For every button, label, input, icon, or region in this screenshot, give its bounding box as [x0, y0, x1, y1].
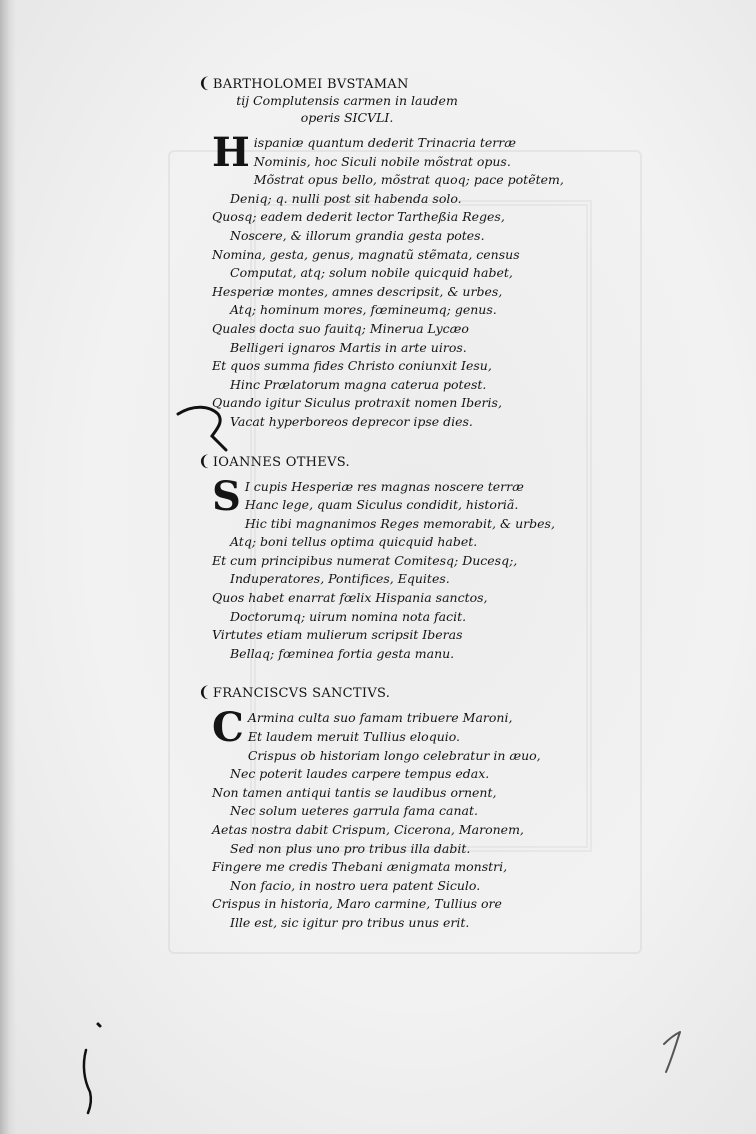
- poem-sanctius: [198, 683, 541, 932]
- verse-line: Nomina, gesta, genus, magnatũ stẽmata, census: [212, 246, 520, 262]
- verse-line: Nec solum ueteres garrula fama canat.: [230, 803, 478, 819]
- verse-line: Vacat hyperboreos deprecor ipse dies.: [230, 413, 473, 429]
- poem-body: [212, 704, 541, 932]
- verse-line: Doctorumq; uirum nomina nota facit.: [230, 608, 467, 624]
- verse-line: Computat, atq; solum nobile quicquid habet,: [230, 265, 513, 281]
- verse-line: Nec poterit laudes carpere tempus edax.: [230, 766, 490, 782]
- verse-line: Quando igitur Siculus protraxit nomen Iberis,: [212, 395, 502, 411]
- verse-line: Mõstrat opus bello, mõstrat quoq; pace potẽtem,: [253, 172, 564, 188]
- poem-heading: ❨ BARTHOLOMEI BVSTAMAN: [198, 74, 409, 92]
- ink-stroke-mark: [176, 402, 246, 452]
- verse-line: Ille est, sic igitur pro tribus unus erit.: [230, 914, 470, 930]
- verse-line: Hic tibi magnanimos Reges memorabit, & urbes,: [244, 515, 555, 531]
- verse-line: Belligeri ignaros Martis in arte uiros.: [230, 339, 467, 355]
- drop-cap: H: [212, 129, 250, 176]
- verse-line: Aetas nostra dabit Crispum, Cicerona, Maronem,: [212, 822, 524, 837]
- verse-line: Armina culta suo famam tribuere Maroni,: [247, 710, 513, 726]
- verse-line: Non facio, in nostro uera patent Siculo.: [230, 877, 481, 893]
- pilcrow-icon: ❨: [198, 451, 211, 470]
- verse-line: Crispus in historia, Maro carmine, Tullius ore: [212, 896, 502, 912]
- verse-line: Sed non plus uno pro tribus illa dabit.: [230, 840, 471, 856]
- verse-line: Crispus ob historiam longo celebratur in æuo,: [247, 747, 541, 763]
- verse-line: I cupis Hesperiæ res magnas noscere terræ: [244, 478, 524, 494]
- poem-heading: ❨ FRANCISCVS SANCTIVS.: [198, 683, 391, 702]
- verse-line: Fingere me credis Thebani ænigmata monstri,: [212, 859, 508, 875]
- verse-line: Noscere, & illorum grandia gesta potes.: [230, 227, 485, 243]
- text-block: [198, 74, 564, 933]
- verse-line: Virtutes etiam mulierum scripsit Iberas: [212, 627, 463, 643]
- verse-line: Non tamen antiqui tantis se laudibus ornent,: [212, 784, 497, 800]
- verse-line: Atq; hominum mores, fœmineumq; genus.: [230, 302, 497, 318]
- poem-body: [212, 472, 555, 664]
- pilcrow-icon: ❨: [198, 683, 211, 702]
- pilcrow-icon: ❨: [198, 74, 211, 92]
- verse-line: Hesperiæ montes, amnes descripsit, & urbes,: [212, 283, 503, 299]
- verse-line: Nominis, hoc Siculi nobile mõstrat opus.: [253, 153, 511, 169]
- verse-line: Atq; boni tellus optima quicquid habet.: [230, 534, 478, 550]
- drop-cap: C: [212, 704, 244, 752]
- poem-subtitle-line: operis SICVLI.: [300, 110, 394, 125]
- verse-line: Quos habet enarrat fœlix Hispania sanctos,: [212, 590, 488, 606]
- margin-scrawl-mark: [78, 1020, 108, 1115]
- verse-line: Induperatores, Pontifices, Equites.: [230, 571, 450, 587]
- drop-cap: S: [212, 472, 241, 520]
- verse-line: Bellaq; fœminea fortia gesta manu.: [230, 645, 455, 661]
- page-fold-shadow: [0, 0, 16, 1134]
- poem-heading: ❨ IOANNES OTHEVS.: [198, 451, 350, 470]
- verse-line: Et cum principibus numerat Comitesq; Ducesq;,: [212, 552, 518, 568]
- verse-line: ispaniæ quantum dederit Trinacria terræ: [253, 135, 516, 150]
- verse-line: Hinc Prælatorum magna caterua potest.: [230, 376, 487, 392]
- page-number-mark: [650, 1030, 690, 1075]
- verse-line: Et quos summa fides Christo coniunxit Iesu,: [212, 358, 492, 374]
- verse-line: Quales docta suo fauitq; Minerua Lycæo: [212, 320, 469, 336]
- poem-bustamante: [198, 74, 564, 432]
- poem-subtitle-line: tij Complutensis carmen in laudem: [236, 93, 458, 108]
- verse-line: Hanc lege, quam Siculus condidit, historiã.: [244, 497, 519, 513]
- verse-line: Deniq; q. nulli post sit habenda solo.: [230, 190, 462, 206]
- poem-body: [212, 129, 564, 432]
- verse-line: Quosq; eadem dederit lector Tartheßia Reges,: [212, 209, 505, 225]
- verse-line: Et laudem meruit Tullius eloquio.: [247, 729, 461, 745]
- poem-othevs: [198, 451, 555, 664]
